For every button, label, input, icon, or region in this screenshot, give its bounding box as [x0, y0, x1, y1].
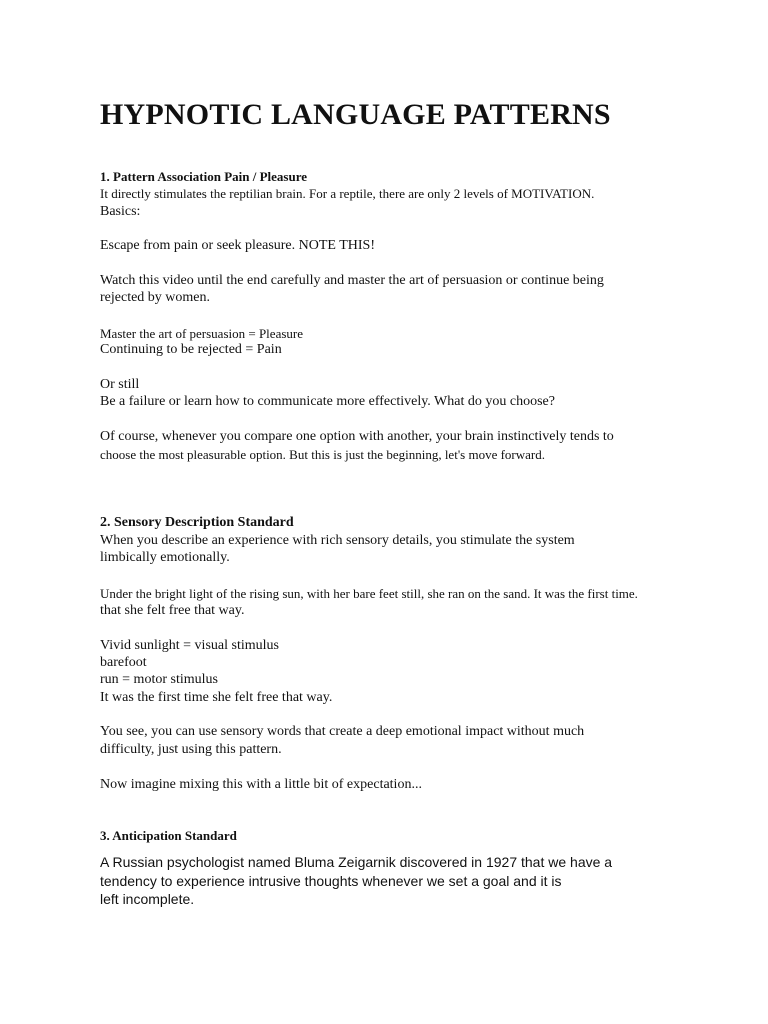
paragraph-line: When you describe an experience with rich sensory details, you stimulate the system [100, 533, 575, 548]
paragraph-line: Continuing to be rejected = Pain [100, 342, 282, 357]
paragraph-line: Under the bright light of the rising sun, with her bare feet still, she ran on the sand. It was the first time. [100, 586, 638, 601]
paragraph-line: Of course, whenever you compare one option with another, your brain instinctively tends to [100, 429, 614, 444]
paragraph-line: It directly stimulates the reptilian brain. For a reptile, there are only 2 levels of MOTIVATION. [100, 186, 595, 201]
paragraph-line: Master the art of persuasion = Pleasure [100, 326, 303, 341]
paragraph-line: Now imagine mixing this with a little bit of expectation... [100, 777, 422, 792]
section-heading-1: 1. Pattern Association Pain / Pleasure [100, 169, 308, 184]
paragraph-line: barefoot [100, 655, 147, 670]
paragraph-line: rejected by women. [100, 290, 211, 305]
paragraph-line: A Russian psychologist named Bluma Zeigarnik discovered in 1927 that we have a [100, 854, 613, 870]
paragraph-line: Be a failure or learn how to communicate more effectively. What do you choose? [100, 394, 555, 409]
paragraph-line: choose the most pleasurable option. But this is just the beginning, let's move forward. [100, 447, 545, 462]
paragraph-line: run = motor stimulus [100, 672, 218, 687]
section-heading-2: 2. Sensory Description Standard [100, 515, 294, 530]
document-title: HYPNOTIC LANGUAGE PATTERNS [100, 98, 611, 131]
paragraph-line: Watch this video until the end carefully and master the art of persuasion or continue being [100, 273, 604, 288]
paragraph-line: that she felt free that way. [100, 603, 245, 618]
paragraph-line: It was the first time she felt free that way. [100, 690, 333, 705]
paragraph-line: difficulty, just using this pattern. [100, 742, 282, 757]
paragraph-line: limbically emotionally. [100, 550, 230, 565]
section-heading-3: 3. Anticipation Standard [100, 828, 237, 843]
paragraph-line: left incomplete. [100, 891, 195, 907]
paragraph-line: You see, you can use sensory words that create a deep emotional impact without much [100, 724, 585, 739]
paragraph-line: Vivid sunlight = visual stimulus [100, 638, 279, 653]
paragraph-line: Escape from pain or seek pleasure. NOTE THIS! [100, 238, 375, 253]
paragraph-line: Or still [100, 377, 140, 392]
paragraph-line: Basics: [100, 204, 141, 219]
paragraph-line: tendency to experience intrusive thoughts whenever we set a goal and it is [100, 873, 562, 889]
